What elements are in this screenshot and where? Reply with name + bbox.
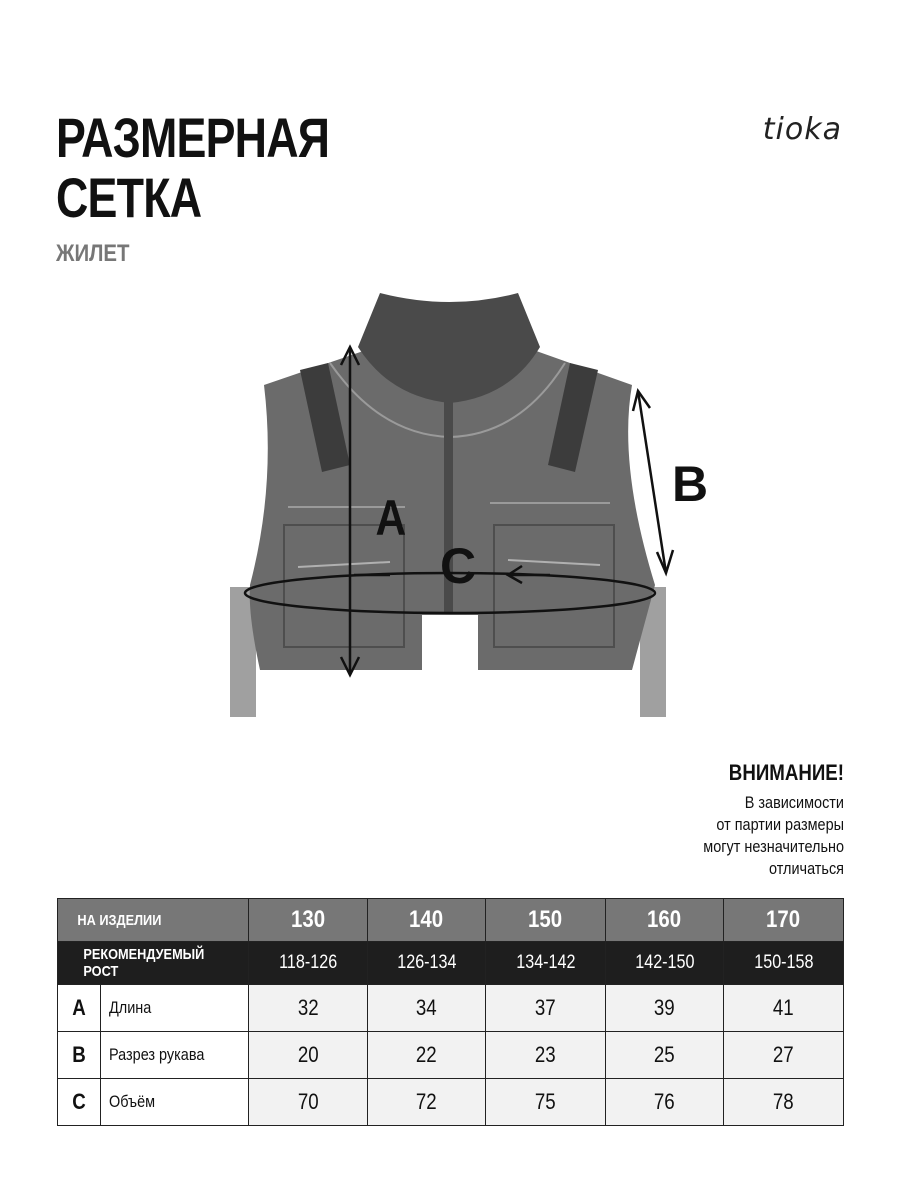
table-cell: 25 xyxy=(654,1042,675,1067)
note-line: отличаться xyxy=(769,859,844,878)
label-a: A xyxy=(375,489,407,546)
row-letter: C xyxy=(72,1089,86,1114)
table-cell: 34 xyxy=(416,995,437,1020)
table-row-a xyxy=(58,985,844,1032)
height-value: 150-158 xyxy=(753,952,814,973)
size-header-row xyxy=(58,899,844,942)
note-line: В зависимости xyxy=(744,793,844,812)
product-subtitle: ЖИЛЕТ xyxy=(56,240,130,267)
table-cell: 70 xyxy=(297,1089,319,1114)
row-letter: B xyxy=(72,1042,86,1067)
row-name: Разрез рукава xyxy=(109,1045,205,1064)
table-cell: 22 xyxy=(416,1042,437,1067)
note-title: ВНИМАНИЕ! xyxy=(728,760,844,785)
table-cell: 27 xyxy=(773,1042,794,1067)
size-label: НА ИЗДЕЛИИ xyxy=(77,911,162,929)
table-cell: 20 xyxy=(297,1042,319,1067)
table-row-c xyxy=(58,1079,844,1126)
row-name: Объём xyxy=(109,1092,156,1111)
table-cell: 37 xyxy=(535,995,556,1020)
size-value: 170 xyxy=(766,906,801,933)
attention-note xyxy=(589,760,844,880)
size-value: 160 xyxy=(647,906,682,933)
table-row-b xyxy=(58,1032,844,1079)
title-line-1: РАЗМЕРНАЯ xyxy=(56,106,330,169)
size-value: 140 xyxy=(409,906,444,933)
table-cell: 76 xyxy=(654,1089,675,1114)
height-value: 118-126 xyxy=(278,952,338,973)
note-line: от партии размеры xyxy=(716,815,844,834)
vest-illustration xyxy=(220,285,709,725)
row-letter: A xyxy=(72,995,86,1020)
table-cell: 23 xyxy=(535,1042,556,1067)
note-line: могут незначительно xyxy=(703,837,844,856)
size-value: 130 xyxy=(290,906,326,933)
size-table xyxy=(57,898,844,1126)
brand-logo: tioka xyxy=(762,112,842,147)
table-cell: 41 xyxy=(773,995,794,1020)
height-row xyxy=(58,942,844,985)
table-cell: 78 xyxy=(773,1089,794,1114)
height-value: 126-134 xyxy=(396,952,457,973)
vest-diagram xyxy=(220,285,709,725)
table-cell: 39 xyxy=(654,995,675,1020)
page-title xyxy=(56,108,329,228)
row-name: Длина xyxy=(109,998,152,1017)
table-cell: 72 xyxy=(416,1089,437,1114)
table-cell: 75 xyxy=(535,1089,556,1114)
size-value: 150 xyxy=(528,906,563,933)
label-c: C xyxy=(440,538,477,594)
table-cell: 32 xyxy=(297,995,319,1020)
height-label: РЕКОМЕНДУЕМЫЙ РОСТ xyxy=(83,946,205,980)
height-value: 142-150 xyxy=(634,952,695,973)
label-b: B xyxy=(672,456,709,512)
height-value: 134-142 xyxy=(515,952,576,973)
title-line-2: СЕТКА xyxy=(56,166,202,229)
